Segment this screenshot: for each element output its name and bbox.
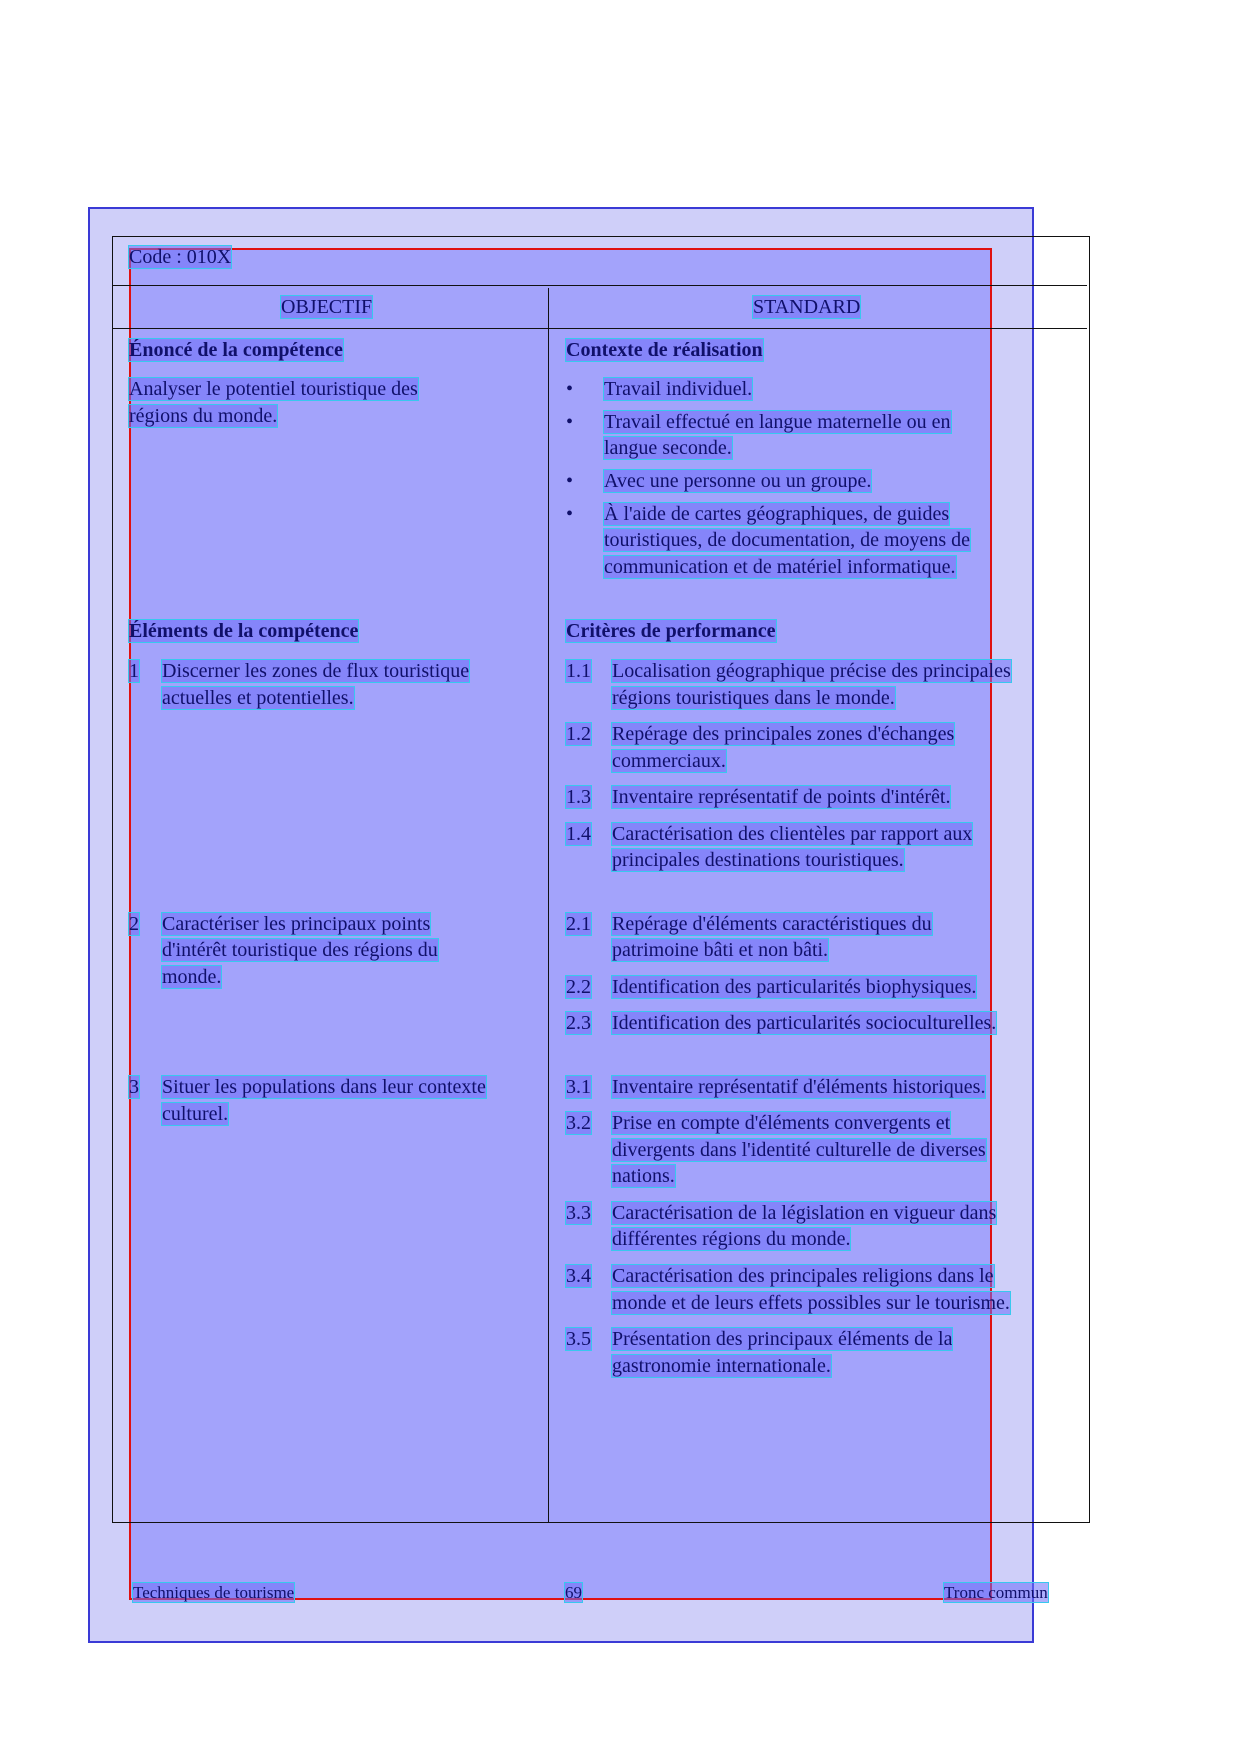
critere-line: nations. xyxy=(612,1165,675,1187)
element-line: Discerner les zones de flux touristique xyxy=(162,660,470,682)
element-line: Situer les populations dans leur contexte xyxy=(162,1076,486,1098)
criteres-title: Critères de performance xyxy=(566,620,776,642)
critere-line: régions touristiques dans le monde. xyxy=(612,687,895,709)
enonce-line: Analyser le potentiel touristique des xyxy=(129,378,418,400)
code-label: Code : 010X xyxy=(129,246,232,268)
contexte-item: Avec une personne ou un groupe. xyxy=(604,470,872,492)
contexte-item: langue seconde. xyxy=(604,437,732,459)
critere-line: monde et de leurs effets possibles sur le tourisme. xyxy=(612,1292,1010,1314)
element-number: 1 xyxy=(129,660,139,682)
critere-line: Repérage d'éléments caractéristiques du xyxy=(612,913,932,935)
contexte-item: Travail individuel. xyxy=(604,378,753,400)
critere-line: gastronomie internationale. xyxy=(612,1355,831,1377)
header-top-rule xyxy=(112,285,1087,286)
critere-line: Identification des particularités biophysiques. xyxy=(612,976,977,998)
critere-line: Prise en compte d'éléments convergents et xyxy=(612,1112,951,1134)
element-line: Caractériser les principaux points xyxy=(162,913,431,935)
critere-line: divergents dans l'identité culturelle de diverses xyxy=(612,1139,986,1161)
critere-line: Caractérisation des clientèles par rapport aux xyxy=(612,823,973,845)
critere-number: 3.2 xyxy=(566,1112,591,1134)
element-line: culturel. xyxy=(162,1103,229,1125)
element-line: actuelles et potentielles. xyxy=(162,687,354,709)
footer-section: Tronc commun xyxy=(944,1583,1048,1602)
contexte-title: Contexte de réalisation xyxy=(566,339,763,361)
critere-number: 3.5 xyxy=(566,1328,591,1350)
critere-number: 3.1 xyxy=(566,1076,591,1098)
critere-line: Identification des particularités socioculturelles. xyxy=(612,1012,997,1034)
contexte-item: communication et de matériel informatique. xyxy=(604,556,956,578)
element-number: 3 xyxy=(129,1076,139,1098)
column-divider xyxy=(548,288,549,1523)
header-standard: STANDARD xyxy=(753,296,861,318)
contexte-item: touristiques, de documentation, de moyens de xyxy=(604,529,971,551)
element-line: d'intérêt touristique des régions du xyxy=(162,939,438,961)
critere-line: Caractérisation de la législation en vigueur dans xyxy=(612,1202,997,1224)
critere-line: Caractérisation des principales religions dans le xyxy=(612,1265,994,1287)
enonce-title: Énoncé de la compétence xyxy=(129,339,343,361)
footer-program: Techniques de tourisme xyxy=(133,1583,295,1602)
contexte-item: À l'aide de cartes géographiques, de guides xyxy=(604,503,950,525)
footer-page-number: 69 xyxy=(565,1583,582,1602)
critere-line: Inventaire représentatif de points d'intérêt. xyxy=(612,786,951,808)
bullet-icon: • xyxy=(566,378,574,400)
bullet-icon: • xyxy=(566,411,574,433)
critere-line: Repérage des principales zones d'échanges xyxy=(612,723,955,745)
critere-number: 1.1 xyxy=(566,660,591,682)
critere-number: 2.3 xyxy=(566,1012,591,1034)
contexte-item: Travail effectué en langue maternelle ou en xyxy=(604,411,951,433)
bullet-icon: • xyxy=(566,503,574,525)
header-bottom-rule xyxy=(112,328,1087,329)
critere-number: 2.1 xyxy=(566,913,591,935)
element-line: monde. xyxy=(162,966,222,988)
critere-line: principales destinations touristiques. xyxy=(612,849,904,871)
critere-line: commerciaux. xyxy=(612,750,726,772)
critere-line: Inventaire représentatif d'éléments historiques. xyxy=(612,1076,986,1098)
element-number: 2 xyxy=(129,913,139,935)
critere-number: 3.3 xyxy=(566,1202,591,1224)
bullet-icon: • xyxy=(566,470,574,492)
enonce-line: régions du monde. xyxy=(129,405,278,427)
header-objectif: OBJECTIF xyxy=(281,296,373,318)
critere-number: 2.2 xyxy=(566,976,591,998)
critere-number: 1.3 xyxy=(566,786,591,808)
critere-number: 3.4 xyxy=(566,1265,591,1287)
critere-line: Présentation des principaux éléments de la xyxy=(612,1328,953,1350)
elements-title: Éléments de la compétence xyxy=(129,620,359,642)
critere-line: Localisation géographique précise des principales xyxy=(612,660,1011,682)
critere-line: patrimoine bâti et non bâti. xyxy=(612,939,829,961)
critere-number: 1.4 xyxy=(566,823,591,845)
critere-line: différentes régions du monde. xyxy=(612,1228,851,1250)
critere-number: 1.2 xyxy=(566,723,591,745)
